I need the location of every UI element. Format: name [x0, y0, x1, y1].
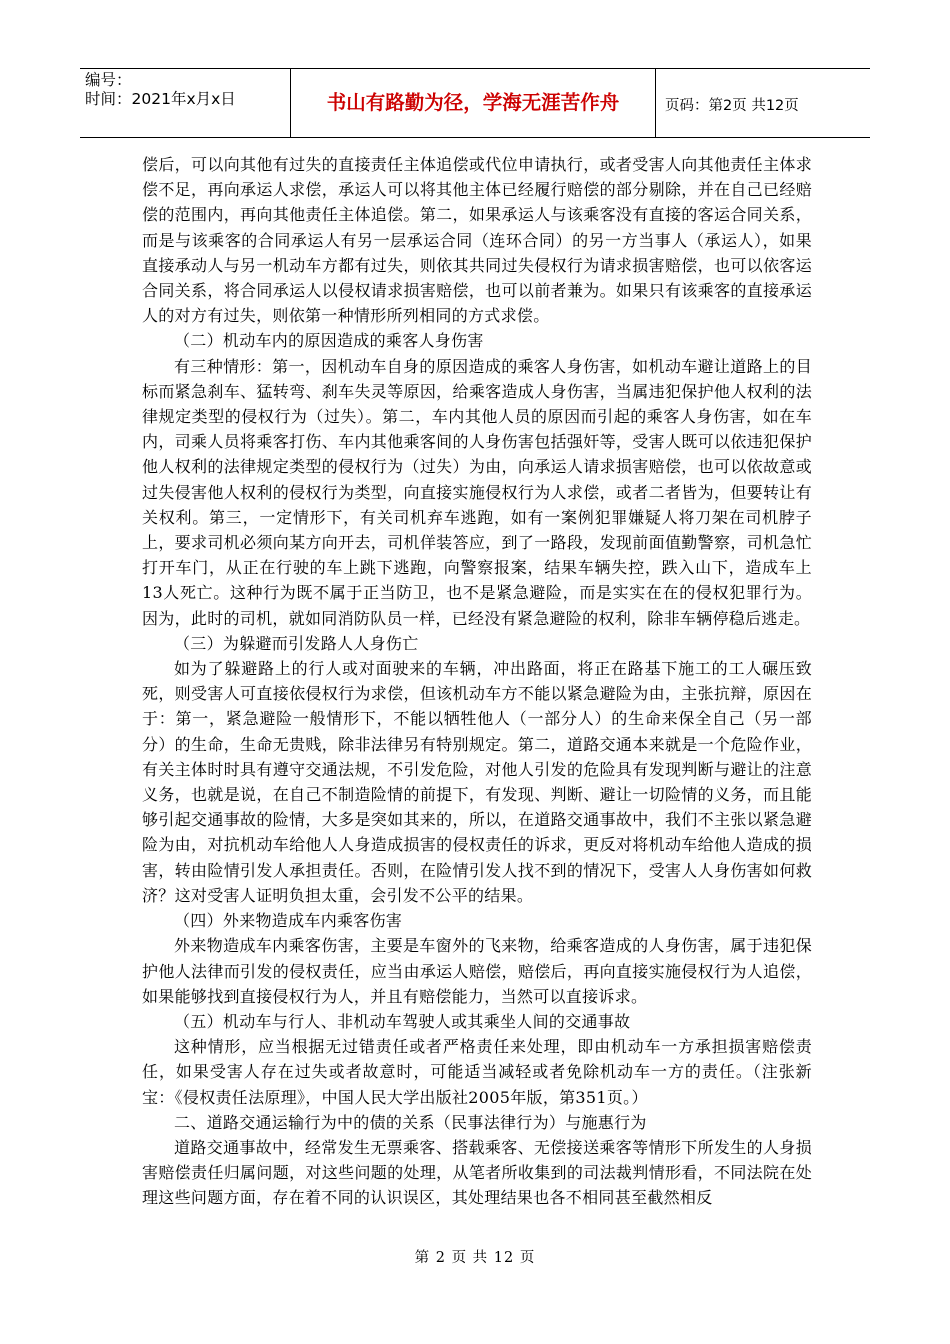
document-number-label: 编号： [85, 71, 132, 89]
header-divider [655, 69, 656, 137]
paragraph-continuation: 偿后，可以向其他有过失的直接责任主体追偿或代位申请执行，或者受害人向其他责任主体求偿不足，再向承运人求偿，承运人可以将其他主体已经履行赔偿的部分剔除，并在自己已经赔偿的范围内，再向其他责任主体追偿。第二，如果承运人与该乘客没有直接的客运合同关系，而是与该乘客的合同承运人有另一层承运合同（连环合同）的另一方当事人（承运人），如果直接承动人与另一机动车方都有过失，则依其共同过失侵权行为请求损害赔偿，也可以依客运合同关系，将合同承运人以侵权请求损害赔偿，也可以前者兼为。如果只有该乘客的直接承运人的对方有过失，则依第一种情形所列相同的方式求偿。 [142, 155, 812, 326]
paragraph: 道路交通事故中，经常发生无票乘客、搭载乘客、无偿接送乘客等情形下所发生的人身损害赔偿责任归属问题，对这些问题的处理，从笔者所收集到的司法裁判情形看，不同法院在处理这些问题方面，存在着不同的认识误区，其处理结果也各不相同甚至截然相反 [142, 1137, 812, 1208]
chapter-heading: 二、道路交通运输行为中的债的关系（民事法律行为）与施惠行为 [174, 1112, 647, 1132]
header-motto: 书山有路勤为径，学海无涯苦作舟 [326, 91, 620, 114]
section-heading-2: （二）机动车内的原因造成的乘客人身伤害 [174, 331, 484, 351]
header-page-number: 页码：第2页 共12页 [665, 98, 799, 114]
paragraph: 有三种情形：第一，因机动车自身的原因造成的乘客人身伤害，如机动车避让道路上的目标而紧急刹车、猛转弯、刹车失灵等原因，给乘客造成人身伤害，当属违犯保护他人权利的法律规定类型的侵权行为（过失）。第二，车内其他人员的原因而引起的乘客人身伤害，如在车内，司乘人员将乘客打伤、车内其他乘客间的人身伤害包括强奸等，受害人既可以依违犯保护他人权利的法律规定类型的侵权行为（过失）为由，向承运人请求损害赔偿，也可以依故意或过失侵害他人权利的侵权行为类型，向直接实施侵权行为人求偿，或者二者皆为，但要转让有关权利。第三，一定情形下，有关司机弃车逃跑，如有一案例犯罪嫌疑人将刀架在司机脖子上，要求司机必须向某方向开去，司机佯装答应，到了一路段，发现前面值勤警察，司机急忙打开车门，从正在行驶的车上跳下逃跑，向警察报案，结果车辆失控，跌入山下，造成车上13人死亡。这种行为既不属于正当防卫，也不是紧急避险，而是实实在在的侵权犯罪行为。因为，此时的司机，就如同消防队员一样，已经没有紧急避险的权利，除非车辆停稳后逃走。 [142, 356, 812, 628]
section-heading-3: （三）为躲避而引发路人人身伤亡 [174, 633, 419, 653]
document-date-label: 时间：2021年x月x日 [85, 90, 236, 108]
header-meta [85, 71, 281, 137]
paragraph: 如为了躲避路上的行人或对面驶来的车辆，冲出路面，将正在路基下施工的工人碾压致死，则受害人可直接依侵权行为求偿，但该机动车方不能以紧急避险为由，主张抗辩，原因在于：第一，紧急避险一般情形下，不能以牺牲他人（一部分人）的生命来保全自己（另一部分）的生命，生命无贵贱，除非法律另有特别规定。第二，道路交通本来就是一个危险作业，有关主体时时具有遵守交通法规，不引发危险，对他人引发的危险具有发现判断与避让的注意义务，也就是说，在自己不制造险情的前提下，有发现、判断、避让一切险情的义务，而且能够引起交通事故的险情，大多是突如其来的，所以，在道路交通事故中，我们不主张以紧急避险为由，对抗机动车给他人人身造成损害的侵权责任的诉求，更反对将机动车给他人造成的损害，转由险情引发人承担责任。否则，在险情引发人找不到的情况下，受害人人身伤害如何救济？这对受害人证明负担太重，会引发不公平的结果。 [142, 659, 812, 905]
paragraph: 这种情形，应当根据无过错责任或者严格责任来处理，即由机动车一方承担损害赔偿责任，如果受害人存在过失或者故意时，可能适当减轻或者免除机动车一方的责任。（注张新宝：《侵权责任法原理》，中国人民大学出版社2005年版，第351页。） [142, 1037, 812, 1107]
page-footer: 第 2 页 共 12 页 [414, 1250, 536, 1266]
section-heading-5: （五）机动车与行人、非机动车驾驶人或其乘坐人间的交通事故 [174, 1011, 631, 1031]
paragraph: 外来物造成车内乘客伤害，主要是车窗外的飞来物，给乘客造成的人身伤害，属于违犯保护他人法律而引发的侵权责任，应当由承运人赔偿，赔偿后，再向直接实施侵权行为人追偿，如果能够找到直接侵权行为人，并且有赔偿能力，当然可以直接诉求。 [142, 936, 812, 1006]
section-heading-4: （四）外来物造成车内乘客伤害 [174, 911, 403, 931]
document-body [142, 152, 812, 1211]
page-header [80, 68, 870, 138]
